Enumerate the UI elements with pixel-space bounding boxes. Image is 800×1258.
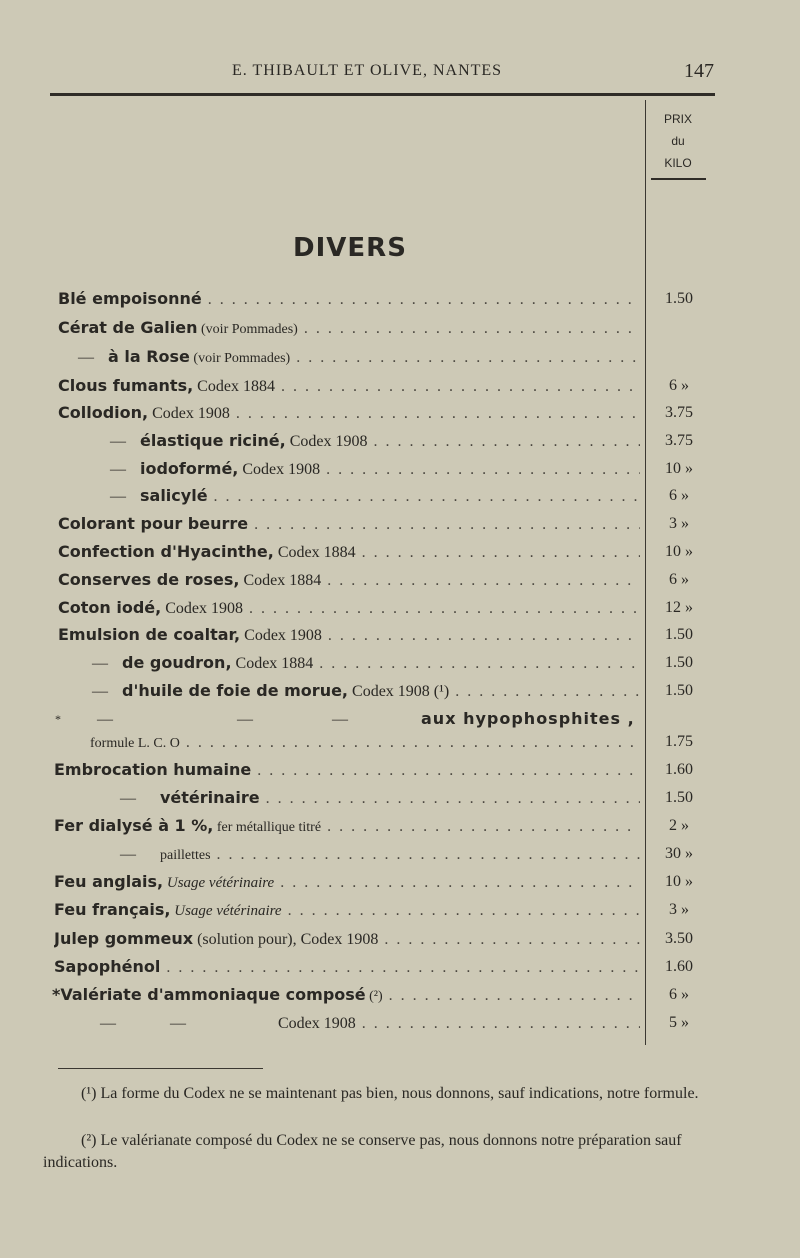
price-header-line: KILO bbox=[664, 156, 692, 170]
item-name: Julep gommeux bbox=[54, 929, 194, 948]
item-name: Coton iodé, bbox=[58, 598, 162, 617]
item-name: salicylé bbox=[140, 486, 208, 505]
price-header-line: du bbox=[671, 134, 685, 148]
footnote: (¹) La forme du Codex ne se maintenant pas bien, nous donnons, sauf indications, notre formule. bbox=[81, 1085, 699, 1102]
item-price: 10 » bbox=[665, 460, 693, 477]
item-name: Cérat de Galien bbox=[58, 318, 198, 337]
ditto-dash: — bbox=[110, 433, 126, 450]
item-price: 1.60 bbox=[665, 761, 693, 778]
item-price: 12 » bbox=[665, 599, 693, 616]
list-item bbox=[0, 896, 720, 924]
ditto-dash: — bbox=[332, 711, 348, 728]
item-name: Conserves de roses, bbox=[58, 570, 240, 589]
list-item bbox=[0, 756, 720, 784]
item-price: 3.50 bbox=[665, 930, 693, 947]
section-title: DIVERS bbox=[293, 233, 407, 263]
price-column-header bbox=[650, 108, 706, 174]
item-detail: Codex 1908 bbox=[238, 461, 321, 478]
list-item bbox=[0, 343, 720, 371]
asterisk-mark: * bbox=[55, 712, 61, 726]
list-item bbox=[0, 784, 720, 812]
list-item bbox=[0, 649, 720, 677]
item-detail: fer métallique titré bbox=[213, 820, 322, 835]
item-detail: Codex 1908 bbox=[161, 600, 243, 617]
ditto-dash: — bbox=[100, 1015, 116, 1032]
item-price: 3.75 bbox=[665, 404, 693, 421]
list-item bbox=[0, 677, 720, 705]
item-name: Confection d'Hyacinthe, bbox=[58, 542, 274, 561]
price-header-rule bbox=[651, 178, 706, 180]
price-header-line: PRIX bbox=[663, 112, 692, 126]
item-price: 2 » bbox=[669, 817, 689, 834]
item-name: de goudron, bbox=[122, 653, 232, 672]
item-price: 1.50 bbox=[665, 654, 693, 671]
item-detail: Usage vétérinaire bbox=[170, 903, 282, 919]
item-detail: (voir Pommades) bbox=[189, 351, 291, 366]
item-name: à la Rose bbox=[108, 347, 190, 366]
item-name: Colorant pour beurre bbox=[58, 514, 249, 533]
list-item bbox=[0, 566, 720, 594]
item-name: Clous fumants, bbox=[58, 376, 194, 395]
item-price: 10 » bbox=[665, 543, 693, 560]
item-name: Embrocation humaine bbox=[54, 760, 252, 779]
item-detail: paillettes bbox=[160, 848, 211, 863]
item-name: d'huile de foie de morue, bbox=[122, 681, 349, 700]
item-name: Emulsion de coaltar, bbox=[58, 625, 241, 644]
item-detail: (²) bbox=[365, 989, 383, 1004]
item-name: Feu anglais, bbox=[54, 872, 164, 891]
ditto-dash: — bbox=[92, 683, 108, 700]
item-price: 6 » bbox=[669, 487, 689, 504]
item-detail: Codex 1908 (¹) bbox=[348, 683, 450, 700]
ditto-dash: — bbox=[78, 349, 94, 366]
item-price: 6 » bbox=[669, 377, 689, 394]
list-item bbox=[0, 840, 720, 868]
ditto-dash: — bbox=[170, 1015, 186, 1032]
item-detail: Codex 1884 bbox=[273, 544, 356, 561]
item-name: Collodion, bbox=[58, 403, 149, 422]
item-detail: Codex 1884 bbox=[231, 655, 314, 672]
item-price: 1.75 bbox=[665, 733, 693, 750]
ditto-dash: — bbox=[97, 711, 113, 728]
item-detail: Codex 1908 bbox=[285, 433, 368, 450]
page-header bbox=[0, 62, 800, 88]
item-price: 3.75 bbox=[665, 432, 693, 449]
ditto-dash: — bbox=[237, 711, 253, 728]
list-item bbox=[0, 925, 720, 953]
item-detail: (solution pour), Codex 1908 bbox=[193, 931, 379, 948]
list-item bbox=[0, 538, 720, 566]
item-detail: Codex 1884 bbox=[193, 378, 275, 395]
footnote-rule bbox=[58, 1068, 263, 1069]
item-price: 3 » bbox=[669, 515, 689, 532]
item-name: Feu français, bbox=[54, 900, 171, 919]
item-price: 5 » bbox=[669, 1014, 689, 1031]
list-item bbox=[0, 728, 720, 756]
item-price: 10 » bbox=[665, 873, 693, 890]
item-name: *Valériate d'ammoniaque composé bbox=[52, 985, 366, 1004]
list-item bbox=[0, 812, 720, 840]
item-name: aux hypophosphites , bbox=[421, 709, 635, 728]
header-title: E. THIBAULT ET OLIVE, NANTES bbox=[232, 62, 503, 79]
ditto-dash: — bbox=[110, 488, 126, 505]
item-name: iodoformé, bbox=[140, 459, 239, 478]
ditto-dash: — bbox=[120, 846, 136, 863]
list-item bbox=[0, 455, 720, 483]
list-item bbox=[0, 953, 720, 981]
item-price: 1.50 bbox=[665, 789, 693, 806]
item-detail: Codex 1884 bbox=[239, 572, 322, 589]
item-detail: (voir Pommades) bbox=[197, 322, 298, 337]
list-item bbox=[0, 314, 720, 342]
list-item bbox=[0, 1009, 720, 1037]
item-price: 3 » bbox=[669, 901, 689, 918]
item-price: 1.50 bbox=[665, 290, 693, 307]
item-price: 1.60 bbox=[665, 958, 693, 975]
item-name: Blé empoisonné bbox=[58, 289, 202, 308]
ditto-dash: — bbox=[110, 461, 126, 478]
item-price: 1.50 bbox=[665, 626, 693, 643]
item-price: 6 » bbox=[669, 986, 689, 1003]
item-detail: Usage vétérinaire bbox=[163, 875, 275, 891]
list-item bbox=[0, 372, 720, 400]
list-item bbox=[0, 427, 720, 455]
item-name: vétérinaire bbox=[160, 788, 260, 807]
list-item bbox=[0, 594, 720, 622]
item-price: 6 » bbox=[669, 571, 689, 588]
item-name: Sapophénol bbox=[54, 957, 161, 976]
ditto-dash: — bbox=[92, 655, 108, 672]
list-item bbox=[0, 621, 720, 649]
list-item bbox=[0, 399, 720, 427]
header-rule bbox=[50, 93, 715, 96]
ditto-dash: — bbox=[120, 790, 136, 807]
item-detail: formule L. C. O bbox=[90, 736, 180, 751]
list-item bbox=[0, 285, 720, 313]
item-name: Fer dialysé à 1 %, bbox=[54, 816, 214, 835]
item-price: 30 » bbox=[665, 845, 693, 862]
page-number: 147 bbox=[684, 60, 714, 82]
footnote: (²) Le valérianate composé du Codex ne se conserve pas, nous donnons notre préparation sauf indications. bbox=[43, 1132, 682, 1171]
list-item bbox=[0, 981, 720, 1009]
list-item bbox=[0, 482, 720, 510]
item-name: élastique riciné, bbox=[140, 431, 286, 450]
list-item bbox=[0, 868, 720, 896]
list-item bbox=[0, 510, 720, 538]
item-detail: Codex 1908 bbox=[240, 627, 322, 644]
item-detail: Codex 1908 bbox=[148, 405, 230, 422]
item-detail: Codex 1908 bbox=[278, 1015, 356, 1032]
item-price: 1.50 bbox=[665, 682, 693, 699]
